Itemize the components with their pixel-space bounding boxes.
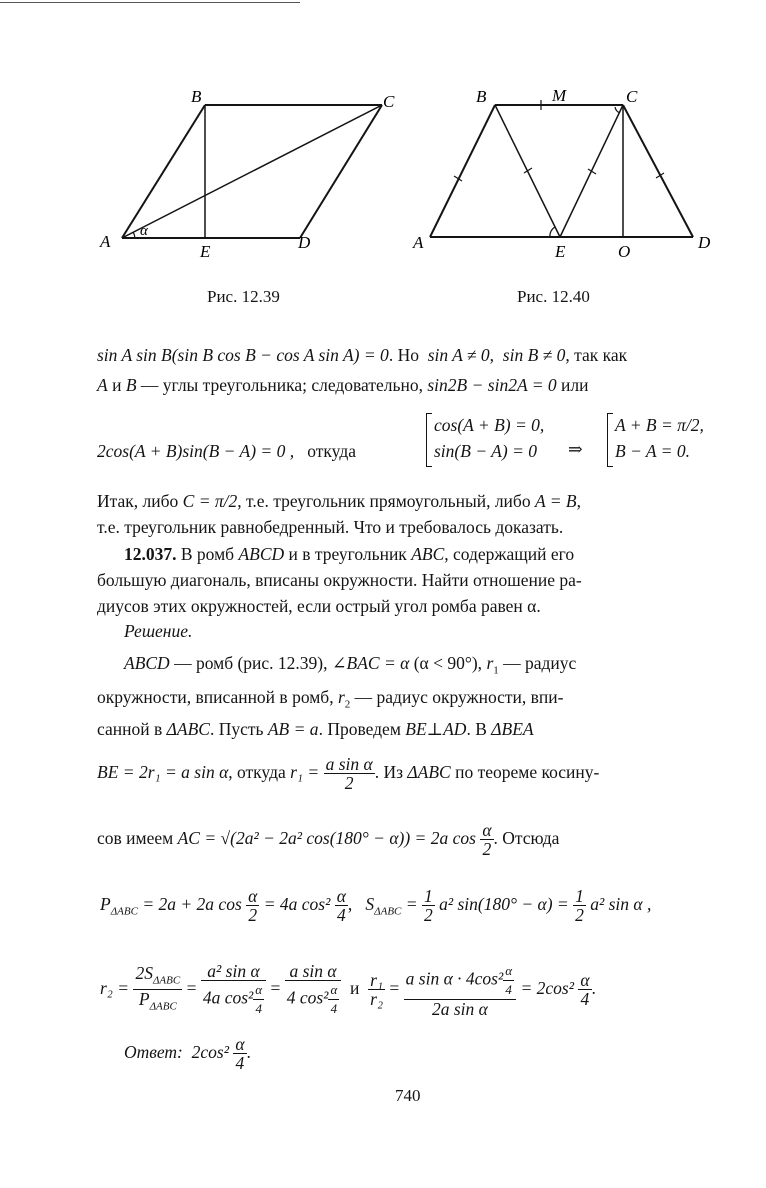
text-line-2 bbox=[97, 374, 588, 396]
p-lhs: P bbox=[100, 894, 111, 914]
system-2-eq-2: B − A = 0. bbox=[615, 441, 690, 461]
r2-f1n-sub: ΔABC bbox=[152, 974, 181, 987]
fig2-label-m: M bbox=[552, 86, 567, 105]
s2-r2-sub: 2 bbox=[344, 698, 351, 711]
solution-line-5 bbox=[97, 818, 559, 858]
r2-f3d-inner bbox=[328, 981, 339, 1018]
r2-frac-3 bbox=[285, 962, 342, 1018]
top-rule bbox=[0, 2, 300, 3]
text-line-5: т.е. треугольник равнобедренный. Что и требовалось доказать. bbox=[97, 517, 564, 537]
l2-or: или bbox=[561, 375, 589, 395]
prob-abcd: ABCD bbox=[238, 544, 285, 564]
r2-f1n: 2S bbox=[135, 962, 153, 983]
fig1-side-cd bbox=[300, 105, 382, 238]
s3-ab: AB = a bbox=[267, 719, 319, 739]
s4-d: по теореме косину- bbox=[455, 762, 600, 782]
s5-b: . Отсюда bbox=[493, 828, 560, 848]
system-1 bbox=[434, 412, 544, 464]
s3-bea: ΔBEA bbox=[491, 719, 534, 739]
s4-frac-den: 2 bbox=[344, 773, 354, 794]
p-frac-2 bbox=[335, 887, 348, 924]
r2-frac-3-den bbox=[285, 981, 342, 1018]
eq-sin-diff: sin2B − sin2A = 0 bbox=[427, 375, 557, 395]
l4-mid: , т.е. треугольник прямоугольный, либо bbox=[237, 491, 531, 511]
s1-angle: ∠BAC = α bbox=[331, 653, 410, 673]
l4-end: , bbox=[576, 491, 581, 511]
r2-f3d-inner-den: 4 bbox=[330, 1000, 338, 1016]
fig2-label-a: A bbox=[413, 233, 424, 252]
ratio-res-frac bbox=[578, 971, 591, 1008]
fig1-label-d: D bbox=[298, 233, 311, 252]
s-frac-1-den: 2 bbox=[423, 905, 433, 926]
s-frac-1 bbox=[422, 887, 435, 924]
s-frac-2-num: 1 bbox=[575, 886, 584, 907]
fig2-side-cd bbox=[623, 105, 693, 237]
l2-a: A bbox=[97, 375, 108, 395]
s1-r1: r bbox=[486, 653, 494, 673]
s1-b: — ромб (рис. 12.39), bbox=[174, 653, 328, 673]
r2-and: и bbox=[350, 978, 360, 998]
l4-c: C = π/2 bbox=[182, 491, 238, 511]
fig1-caption: Рис. 12.39 bbox=[207, 287, 280, 306]
r2-lhs: r₂ = bbox=[100, 978, 130, 998]
r2-f2d: 4a cos² bbox=[202, 987, 254, 1008]
p-frac-1 bbox=[246, 887, 259, 924]
ratio-bn: a sin α · 4cos² bbox=[405, 968, 504, 989]
fig1-label-e: E bbox=[200, 242, 211, 261]
s1-abcd: ABCD bbox=[124, 653, 170, 673]
p-comma: , bbox=[347, 894, 353, 914]
s-frac-2-den: 2 bbox=[575, 905, 584, 926]
ratio-res-den: 4 bbox=[580, 989, 590, 1010]
cond-sinb: sin B ≠ 0 bbox=[502, 345, 566, 365]
fig1-label-c: C bbox=[383, 92, 395, 111]
r2-f1d-sub: ΔABC bbox=[149, 1000, 177, 1013]
answer-line bbox=[124, 1032, 251, 1072]
fig2-angle-arc-e bbox=[550, 227, 555, 237]
r2-frac-2 bbox=[201, 962, 266, 1018]
page-number: 740 bbox=[395, 1086, 421, 1105]
fig2-label-d: D bbox=[698, 233, 711, 252]
r2-f2d-inner-num: α bbox=[253, 981, 264, 1000]
ratio-end: . bbox=[591, 978, 596, 998]
s5-a: сов имеем bbox=[97, 828, 174, 848]
s-lhs: S bbox=[365, 894, 375, 914]
text-line-1: sin A sin B(sin B cos B − cos A sin A) = 0. Но sin A ≠ 0, sin B ≠ 0, так как bbox=[97, 345, 628, 365]
system-1-bracket bbox=[426, 413, 432, 467]
p-sub: ΔABC bbox=[110, 905, 138, 918]
eq-cos-sin: 2cos(A + B)sin(B − A) = 0 , bbox=[97, 441, 295, 461]
r2-frac-1-num bbox=[133, 964, 182, 991]
answer-frac-den: 4 bbox=[235, 1053, 245, 1074]
problem-number: 12.037. bbox=[124, 544, 177, 564]
l3-otkuda: откуда bbox=[307, 441, 356, 461]
p-frac-1-den: 2 bbox=[248, 905, 258, 926]
system-2-bracket bbox=[607, 413, 613, 467]
system-2-eq-1: A + B = π/2, bbox=[615, 415, 704, 435]
r2-f2d-inner bbox=[253, 981, 264, 1018]
ratio-bn-inner-num: α bbox=[503, 962, 514, 981]
problem-line-1 bbox=[124, 543, 574, 565]
s-frac-1-num: 1 bbox=[423, 886, 433, 907]
l1-tail: , так как bbox=[565, 345, 628, 365]
s4-b: , откуда bbox=[228, 762, 286, 782]
implies-arrow: ⇒ bbox=[568, 439, 583, 459]
l2-and: и bbox=[112, 375, 122, 395]
r2-ratio-line: r₂ = $\frac{2S_{\Delta ABC}}{P_{\Delta ABC}}$ = a² sin α 4a cos² $\frac{\alpha}{4}$ = a sin α 4 cos² $\frac{\alpha}{4}$ и $\frac{\text{r₁}}{\text{r₂}}$ = a sin α · 4cos² $\frac{\alpha}{4}$ 2a sin α = 2cos² $\frac{\alpha}{4}$ . bbox=[100, 960, 596, 1019]
system-2 bbox=[615, 412, 704, 464]
solution-line-3 bbox=[97, 718, 534, 740]
s2-a: окружности, вписанной в ромб, bbox=[97, 687, 334, 707]
r2-f3d: 4 cos² bbox=[286, 987, 329, 1008]
l2-mid: — углы треугольника; следовательно, bbox=[140, 375, 423, 395]
s5-frac bbox=[480, 821, 493, 858]
s1-f: — радиус bbox=[503, 653, 577, 673]
ratio-big-den: 2a sin α bbox=[431, 998, 488, 1019]
l2-b: B bbox=[125, 375, 137, 395]
fig2-side-ab bbox=[430, 105, 495, 237]
fig1-side-ab bbox=[122, 105, 205, 238]
r2-frac-1-den bbox=[133, 990, 182, 1016]
fig1-label-a: A bbox=[100, 232, 111, 251]
l1-no: . Но bbox=[388, 345, 419, 365]
perimeter-area-line bbox=[100, 882, 651, 934]
figure-12-40 bbox=[410, 85, 720, 265]
fig2-label-e: E bbox=[555, 242, 566, 261]
fig2-label-o: O bbox=[618, 242, 631, 261]
solution-line-2 bbox=[97, 686, 564, 716]
fig1-label-alpha: α bbox=[140, 223, 148, 239]
ratio-big-num bbox=[404, 962, 516, 1000]
s1-d: (α < 90°), bbox=[413, 653, 483, 673]
s3-be-perp: BE⊥AD bbox=[405, 719, 467, 739]
ratio-bn-inner bbox=[503, 962, 514, 999]
ratio-den: r₂ bbox=[370, 989, 384, 1010]
prob-1b: и в треугольник bbox=[288, 544, 407, 564]
prob-1c: , содержащий его bbox=[444, 544, 575, 564]
cond-sina: sin A ≠ 0 bbox=[427, 345, 490, 365]
s-mid: a² sin(180° − α) = bbox=[439, 894, 569, 914]
ratio-big-frac bbox=[404, 962, 516, 1018]
text-line-3 bbox=[97, 440, 356, 462]
solution-heading: Решение. bbox=[124, 621, 193, 641]
s-end: a² sin α , bbox=[590, 894, 652, 914]
problem-line-3 bbox=[97, 595, 541, 617]
s3-b: . Пусть bbox=[209, 719, 264, 739]
ratio-res-num: α bbox=[580, 970, 590, 991]
answer-end: . bbox=[246, 1042, 251, 1062]
prob-abc: ABC bbox=[411, 544, 445, 564]
ratio-num: r₁ bbox=[370, 970, 384, 991]
r2-frac-3-num: a sin α bbox=[285, 962, 342, 981]
ratio-frac bbox=[368, 971, 385, 1008]
r2-f3d-inner-num: α bbox=[328, 981, 339, 1000]
s5-eq: AC = √(2a² − 2a² cos(180° − α)) = 2a cos bbox=[177, 828, 476, 848]
prob-3b: α. bbox=[527, 596, 541, 616]
s1-r1-sub: 1 bbox=[493, 664, 499, 677]
s-eq: = bbox=[405, 894, 418, 914]
fig2-label-c: C bbox=[626, 87, 638, 106]
prob-3a: диусов этих окружностей, если острый угол ромба равен bbox=[97, 596, 523, 616]
s4-tri: ΔABC bbox=[407, 762, 451, 782]
answer-value: 2cos² bbox=[191, 1042, 229, 1062]
r2-f2d-inner-den: 4 bbox=[255, 1000, 262, 1016]
solution-line-1 bbox=[124, 652, 576, 682]
solution-line-4 bbox=[97, 752, 599, 792]
r2-frac-1 bbox=[133, 964, 182, 1016]
r2-frac-2-num: a² sin α bbox=[201, 962, 266, 981]
l4-ab: A = B bbox=[534, 491, 577, 511]
s5-frac-num: α bbox=[482, 820, 492, 841]
ratio-res: = 2cos² bbox=[520, 978, 574, 998]
s-sub: ΔABC bbox=[374, 905, 402, 918]
answer-frac bbox=[233, 1035, 246, 1072]
text-line-4 bbox=[97, 490, 581, 512]
s3-d: . Проведем bbox=[318, 719, 401, 739]
s4-c: . Из bbox=[374, 762, 404, 782]
p-frac-2-den: 4 bbox=[336, 905, 346, 926]
prob-1a: В ромб bbox=[180, 544, 235, 564]
s3-f: . В bbox=[466, 719, 487, 739]
s2-b: — радиус окружности, впи- bbox=[354, 687, 564, 707]
p-frac-2-num: α bbox=[336, 886, 346, 907]
l4-start: Итак, либо bbox=[97, 491, 179, 511]
s3-tri: ΔABC bbox=[166, 719, 210, 739]
system-1-eq-1: cos(A + B) = 0, bbox=[434, 415, 545, 435]
s2-r2: r bbox=[337, 687, 345, 707]
problem-line-2: большую диагональ, вписаны окружности. Найти отношение ра- bbox=[97, 570, 582, 590]
s4-frac bbox=[324, 755, 375, 792]
figure-12-39 bbox=[95, 85, 415, 265]
fig2-angle-arc-c bbox=[615, 107, 620, 113]
eq-product: sin A sin B(sin B cos B − cos A sin A) = 0 bbox=[97, 345, 389, 365]
r2-frac-2-den bbox=[201, 981, 266, 1018]
fig1-label-b: B bbox=[191, 87, 202, 106]
s4-be: BE = 2r₁ = a sin α bbox=[97, 762, 229, 782]
s4-r1: r₁ = bbox=[290, 762, 320, 782]
s3-a: санной в bbox=[97, 719, 163, 739]
r2-f1d: P bbox=[138, 989, 150, 1010]
s4-frac-num: a sin α bbox=[325, 754, 373, 775]
s5-frac-den: 2 bbox=[482, 839, 492, 860]
s-frac-2 bbox=[573, 887, 586, 924]
p-eq-2: = 4a cos² bbox=[263, 894, 331, 914]
answer-frac-num: α bbox=[235, 1034, 245, 1055]
p-eq: = 2a + 2a cos bbox=[142, 894, 242, 914]
fig1-diagonal-ac bbox=[122, 105, 382, 238]
answer-label: Ответ: bbox=[124, 1042, 183, 1062]
fig2-label-b: B bbox=[476, 87, 487, 106]
fig2-caption: Рис. 12.40 bbox=[517, 287, 590, 306]
ratio-bn-inner-den: 4 bbox=[505, 981, 512, 997]
system-1-eq-2: sin(B − A) = 0 bbox=[434, 441, 538, 461]
p-frac-1-num: α bbox=[248, 886, 258, 907]
